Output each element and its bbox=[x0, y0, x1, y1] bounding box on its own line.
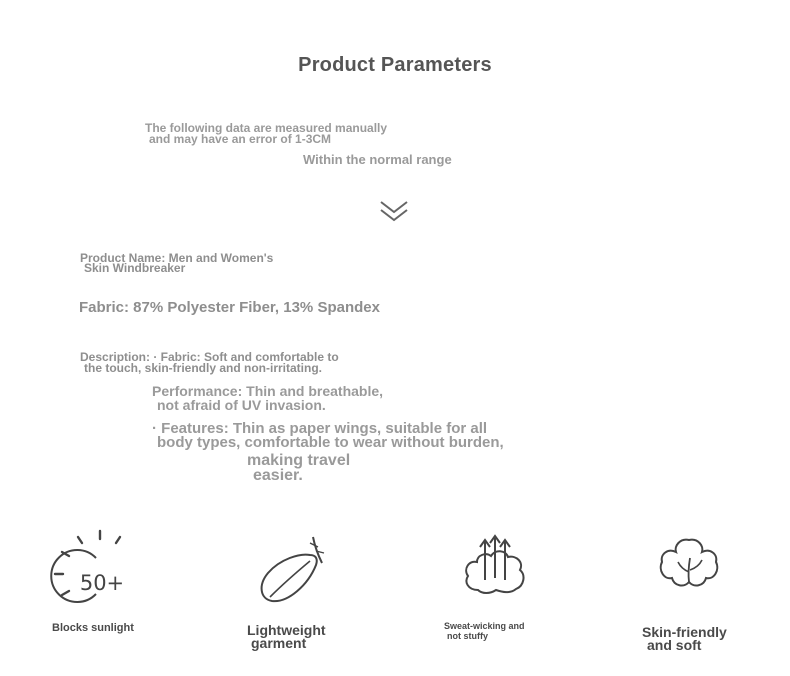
features-line3: making travel bbox=[247, 452, 351, 469]
feature-label-skin-1: Skin-friendly bbox=[642, 624, 727, 640]
fabric-text: Fabric: 87% Polyester Fiber, 13% Spandex bbox=[79, 299, 380, 316]
product-name-line1: Product Name: Men and Women's bbox=[80, 251, 274, 265]
measurement-note-line3: Within the normal range bbox=[303, 152, 452, 167]
features-line1: · Features: Thin as paper wings, suitable for all bbox=[152, 420, 488, 437]
description-line1: Description: · Fabric: Soft and comfortable to bbox=[80, 350, 339, 364]
measurement-note-line2: and may have an error of 1-3CM bbox=[149, 132, 332, 146]
sun-icon bbox=[52, 528, 136, 602]
performance-line1: Performance: Thin and breathable, bbox=[152, 383, 384, 399]
uv-50-text: 50+ bbox=[79, 571, 125, 595]
feather-icon bbox=[258, 533, 328, 605]
product-name-line2: Skin Windbreaker bbox=[84, 261, 186, 275]
measurement-note-line1: The following data are measured manually bbox=[145, 121, 388, 135]
feature-label-lightweight-2: garment bbox=[251, 635, 307, 651]
page-title: Product Parameters bbox=[298, 54, 492, 76]
feature-label-lightweight-1: Lightweight bbox=[247, 622, 326, 638]
features-line4: easier. bbox=[253, 467, 303, 484]
description-line2: the touch, skin-friendly and non-irritating. bbox=[84, 361, 323, 375]
performance-line2: not afraid of UV invasion. bbox=[157, 397, 326, 413]
feature-label-sweat-2: not stuffy bbox=[447, 631, 488, 641]
features-line2: body types, comfortable to wear without burden, bbox=[157, 434, 504, 451]
feature-label-skin-2: and soft bbox=[647, 637, 702, 653]
chevron-double-down-icon bbox=[379, 200, 409, 224]
cloud-arrows-up-icon bbox=[462, 534, 528, 598]
feature-label-sunlight: Blocks sunlight bbox=[52, 622, 134, 634]
cotton-flower-icon bbox=[656, 534, 722, 592]
feature-label-sweat-1: Sweat-wicking and bbox=[444, 621, 525, 631]
